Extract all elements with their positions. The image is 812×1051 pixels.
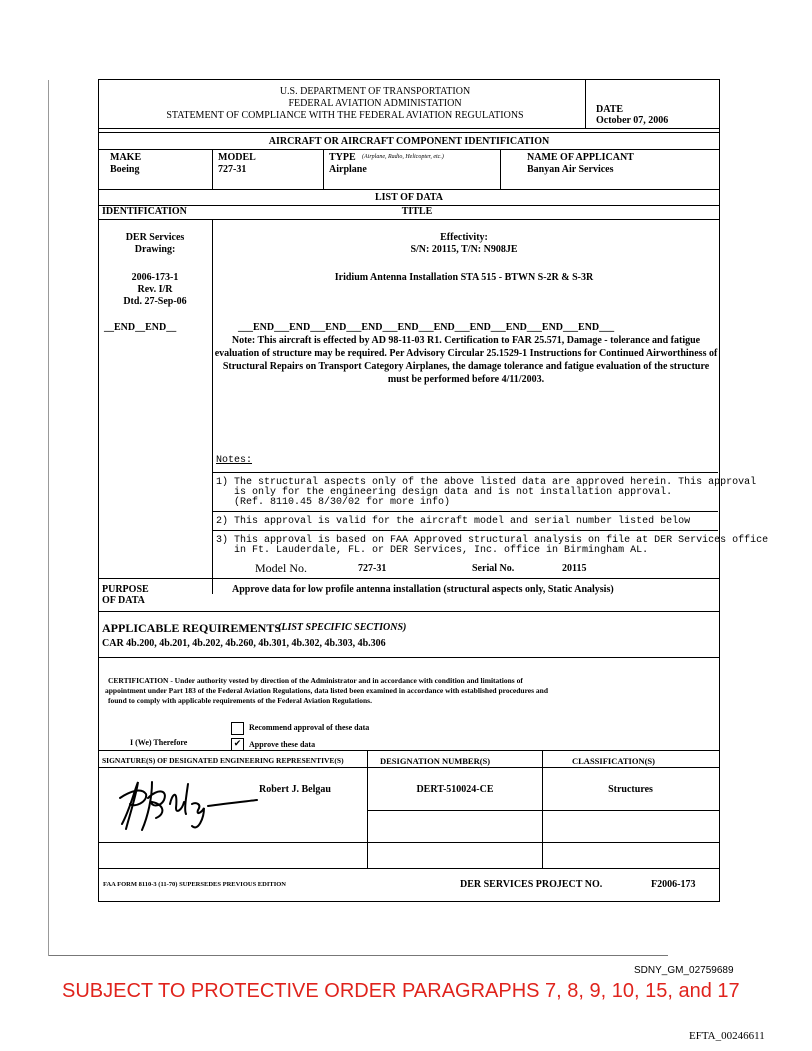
make-value: Boeing bbox=[110, 164, 140, 175]
col-divider bbox=[323, 149, 324, 189]
purpose-label-2: OF DATA bbox=[102, 595, 145, 606]
effectivity-label: Effectivity: bbox=[440, 232, 488, 243]
model-label: MODEL bbox=[218, 152, 256, 163]
title-end-marks: ___END___END___END___END___END___END___END___END___END___END___ bbox=[238, 322, 615, 333]
agency-title: FEDERAL AVIATION ADMINISTATION bbox=[288, 98, 462, 109]
drawing-number: 2006-173-1 bbox=[131, 272, 179, 283]
note-3-line1: 3) This approval is based on FAA Approved structural analysis on file at DER Services office bbox=[216, 535, 769, 546]
divider bbox=[99, 578, 719, 579]
id-end-marks: __END__END__ bbox=[104, 322, 177, 333]
recommend-label: Recommend approval of these data bbox=[249, 723, 370, 732]
divider bbox=[99, 132, 719, 133]
bates-number: SDNY_GM_02759689 bbox=[634, 965, 734, 976]
divider bbox=[99, 842, 719, 843]
serial-no-value: 20115 bbox=[562, 563, 587, 574]
dept-title: U.S. DEPARTMENT OF TRANSPORTATION bbox=[279, 86, 471, 97]
applicant-value: Banyan Air Services bbox=[527, 164, 614, 175]
handwritten-signature bbox=[112, 774, 262, 834]
purpose-label: PURPOSE bbox=[102, 584, 149, 595]
divider bbox=[99, 128, 719, 129]
designation-label: DESIGNATION NUMBER(S) bbox=[380, 756, 491, 766]
make-label: MAKE bbox=[110, 152, 142, 163]
id-line: Drawing: bbox=[134, 244, 176, 255]
list-of-data-title: LIST OF DATA bbox=[375, 192, 443, 203]
type-value: Airplane bbox=[329, 164, 367, 175]
form-number: FAA FORM 8110-3 (11-70) SUPERSEDES PREVIOUS EDITION bbox=[103, 881, 286, 888]
note-1-line2: is only for the engineering design data and is not installation approval. bbox=[216, 487, 673, 498]
project-value: F2006-173 bbox=[651, 879, 696, 890]
model-no-value: 727-31 bbox=[358, 563, 387, 574]
signature-label: SIGNATURE(S) OF DESIGNATED ENGINEERING REPRESENTIVE(S) bbox=[102, 756, 344, 765]
recommend-checkbox[interactable] bbox=[231, 722, 244, 735]
divider bbox=[367, 810, 719, 811]
id-col-divider bbox=[212, 219, 213, 594]
id-line: DER Services bbox=[125, 232, 185, 243]
identification-label: IDENTIFICATION bbox=[102, 206, 187, 217]
divider bbox=[99, 767, 719, 768]
statement-title: STATEMENT OF COMPLIANCE WITH THE FEDERAL AVIATION REGULATIONS bbox=[166, 110, 524, 121]
date-label: DATE bbox=[596, 104, 624, 115]
page-edge bbox=[48, 955, 668, 956]
divider bbox=[99, 611, 719, 612]
purpose-value: Approve data for low profile antenna installation (structural aspects only, Static Analysis) bbox=[232, 584, 614, 595]
model-no-label: Model No. bbox=[255, 561, 307, 575]
drawing-rev: Rev. I/R bbox=[137, 284, 173, 295]
date-value: October 07, 2006 bbox=[596, 115, 669, 126]
protective-order-notice: SUBJECT TO PROTECTIVE ORDER PARAGRAPHS 7, 8, 9, 10, 15, and 17 bbox=[62, 980, 740, 1002]
divider bbox=[99, 868, 719, 869]
divider bbox=[99, 189, 719, 190]
model-value: 727-31 bbox=[218, 164, 247, 175]
efta-number: EFTA_00246611 bbox=[689, 1030, 765, 1042]
requirements-value: CAR 4b.200, 4b.201, 4b.202, 4b.260, 4b.301, 4b.302, 4b.303, 4b.306 bbox=[102, 638, 386, 649]
requirements-label: APPLICABLE REQUIREMENTS bbox=[102, 621, 282, 635]
notes-divider bbox=[213, 472, 718, 473]
approve-checkbox[interactable]: ✔ bbox=[231, 738, 244, 751]
notes-heading: Notes: bbox=[216, 455, 253, 466]
approve-label: Approve these data bbox=[249, 740, 316, 749]
col-divider bbox=[500, 149, 501, 189]
aircraft-section-title: AIRCRAFT OR AIRCRAFT COMPONENT IDENTIFICATION bbox=[268, 136, 550, 147]
divider bbox=[99, 750, 719, 751]
type-label: TYPE bbox=[329, 152, 356, 163]
type-hint: (Airplane, Radio, Helicopter, etc.) bbox=[362, 154, 444, 160]
designation-value: DERT-510024-CE bbox=[416, 784, 494, 795]
notes-divider bbox=[213, 511, 718, 512]
note-1-line1: 1) The structural aspects only of the above listed data are approved herein. This approval bbox=[216, 477, 757, 488]
serial-no-label: Serial No. bbox=[472, 563, 515, 574]
page-edge bbox=[48, 80, 49, 956]
signer-name: Robert J. Belgau bbox=[259, 784, 331, 795]
certification-line3: found to comply with applicable requirements of the Federal Aviation Regulations. bbox=[108, 696, 372, 705]
requirements-hint: (LIST SPECIFIC SECTIONS) bbox=[278, 622, 407, 633]
divider bbox=[99, 657, 719, 658]
title-label: TITLE bbox=[401, 206, 433, 217]
note-2-line1: 2) This approval is valid for the aircraft model and serial number listed below bbox=[216, 516, 691, 527]
ad-note: Note: This aircraft is effected by AD 98-11-03 R1. Certification to FAR 25.571, Damage - tolerance and fatigue evaluation of structure may be required. Per Advisory Circular 25.1529-1 Instructions for Continued Airworthiness of Structural Repairs on Transport Category Airplanes, the damage tolerance and fatigue evaluation of the structure must be performed before 4/11/2003. bbox=[214, 335, 718, 385]
certification-line2: appointment under Part 183 of the Federal Aviation Regulations, data listed been examined in accordance with established procedures and bbox=[105, 686, 548, 695]
classification-value: Structures bbox=[608, 784, 653, 795]
classification-label: CLASSIFICATION(S) bbox=[572, 756, 655, 766]
note-1-line3: (Ref. 8110.45 8/30/02 for more info) bbox=[216, 497, 451, 508]
divider bbox=[99, 219, 719, 220]
applicant-label: NAME OF APPLICANT bbox=[527, 152, 634, 163]
notes-divider bbox=[213, 530, 718, 531]
drawing-date: Dtd. 27-Sep-06 bbox=[123, 296, 187, 307]
certification-line1: CERTIFICATION - Under authority vested by direction of the Administrator and in accordance with condition and limitations of bbox=[108, 676, 523, 685]
effectivity-value: S/N: 20115, T/N: N908JE bbox=[410, 244, 518, 255]
divider bbox=[99, 149, 719, 150]
col-divider bbox=[212, 149, 213, 189]
therefore-label: I (We) Therefore bbox=[130, 738, 188, 747]
note-3-line2: in Ft. Lauderdale, FL. or DER Services, Inc. office in Birmingham AL. bbox=[216, 545, 649, 556]
signature-stroke bbox=[120, 782, 257, 830]
date-divider bbox=[585, 80, 586, 128]
project-label: DER SERVICES PROJECT NO. bbox=[460, 879, 603, 890]
drawing-title: Iridium Antenna Installation STA 515 - BTWN S-2R & S-3R bbox=[334, 272, 594, 283]
